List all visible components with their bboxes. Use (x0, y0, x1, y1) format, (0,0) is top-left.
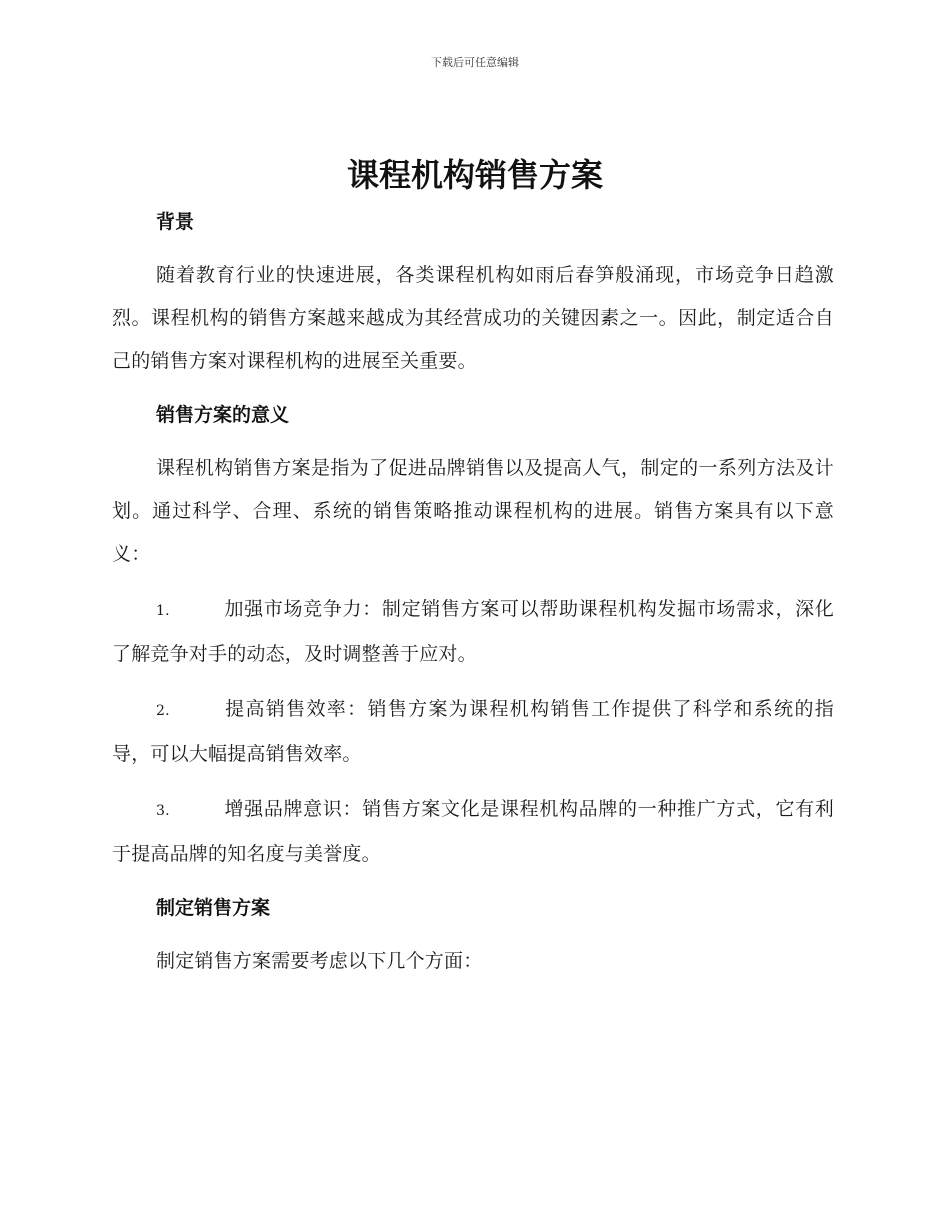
paragraph-formulate: 制定销售方案需要考虑以下几个方面： (156, 950, 483, 972)
list-item (112, 588, 834, 676)
paragraph-significance: 课程机构销售方案是指为了促进品牌销售以及提高人气，制定的一系列方法及计划。通过科学、合理、系统的销售策略推动课程机构的进展。销售方案具有以下意义： (112, 457, 834, 565)
list-item-number: 1. (156, 603, 170, 619)
document-body (112, 202, 834, 995)
list-item (112, 788, 834, 876)
list-item-number: 3. (156, 803, 170, 819)
list-item-text: 加强市场竞争力：制定销售方案可以帮助课程机构发掘市场需求，深化了解竞争对手的动态，及时调整善于应对。 (112, 598, 834, 665)
section-heading-background: 背景 (156, 211, 195, 233)
paragraph-background: 随着教育行业的快速进展，各类课程机构如雨后春笋般涌现，市场竞争日趋激烈。课程机构的销售方案越来越成为其经营成功的关键因素之一。因此，制定适合自己的销售方案对课程机构的进展至关重要。 (112, 264, 834, 372)
list-item-text: 增强品牌意识：销售方案文化是课程机构品牌的一种推广方式，它有利于提高品牌的知名度与美誉度。 (112, 798, 834, 865)
header-note: 下载后可任意编辑 (431, 56, 519, 69)
list-item (112, 688, 834, 776)
section-heading-significance: 销售方案的意义 (156, 404, 290, 426)
list-item-text: 提高销售效率：销售方案为课程机构销售工作提供了科学和系统的指导，可以大幅提高销售效率。 (112, 698, 834, 765)
list-item-number: 2. (156, 703, 170, 719)
document-title: 课程机构销售方案 (346, 156, 603, 194)
section-heading-formulate: 制定销售方案 (156, 897, 271, 919)
